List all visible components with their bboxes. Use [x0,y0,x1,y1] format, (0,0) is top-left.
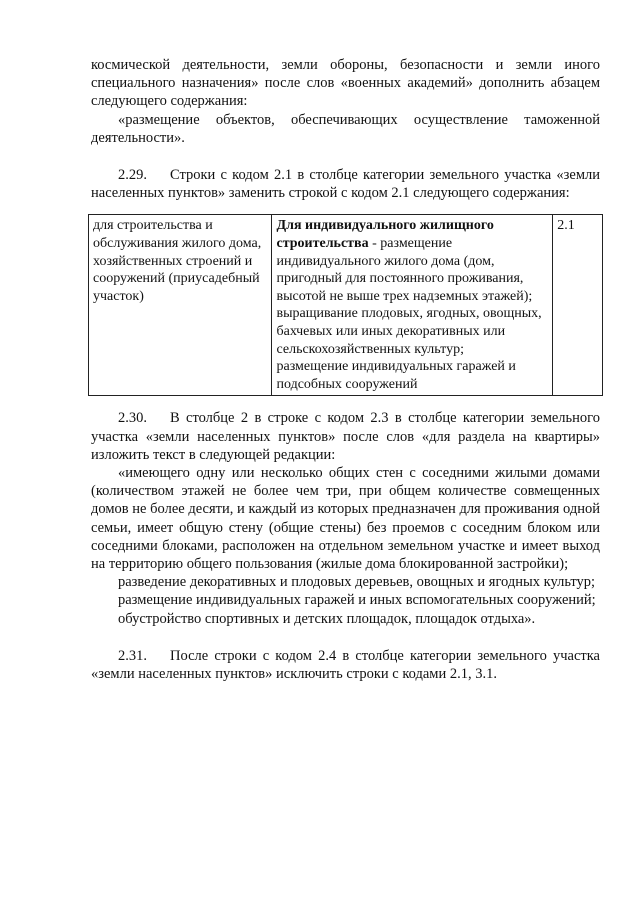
section-2-31 [91,647,600,683]
section-number: 2.29. [118,167,147,184]
table-cell-text-1: - размещение индивидуального жилого дома (дом, пригодный для постоянного проживания, высотой не выше трех надземных этажей); [276,236,533,304]
table-cell-text-3: размещение индивидуальных гаражей и подсобных сооружений [276,359,516,392]
table-cell-bold-title: Для индивидуального жилищного строительства [276,218,494,252]
section-2-29 [91,166,600,202]
table-cell-new-description [272,215,553,396]
quote-paragraph-4: обустройство спортивных и детских площадок, площадок отдыха». [118,610,536,627]
section-number: 2.30. [118,410,147,427]
table-cell-old-name: для строительства и обслуживания жилого дома, хозяйственных строений и сооружений (приусадебный участок) [89,215,272,396]
land-use-table [88,214,603,396]
section-text: После строки с кодом 2.4 в столбце категории земельного участка «земли населенных пунктов» исключить строки с кодами 2.1, 3.1. [91,647,600,682]
section-number: 2.31. [118,647,147,664]
table-cell-code: 2.1 [553,215,603,396]
intro-paragraph: космической деятельности, земли обороны, безопасности и земли иного специального назначения» после слов «военных академий» дополнить абзацем следующего содержания: [91,57,600,110]
document-body [91,56,600,683]
section-text: Строки с кодом 2.1 в столбце категории земельного участка «земли населенных пунктов» заменить строкой с кодом 2.1 следующего содержания: [91,167,600,202]
quote-paragraph-2: разведение декоративных и плодовых деревьев, овощных и ягодных культур; [118,574,596,591]
table-cell-text-2: выращивание плодовых, ягодных, овощных, бахчевых или иных декоративных или сельскохозяйственных культур; [276,306,542,357]
intro-quote: «размещение объектов, обеспечивающих осуществление таможенной деятельности». [91,111,600,146]
section-2-30 [91,409,600,464]
quote-paragraph-3: размещение индивидуальных гаражей и иных вспомогательных сооружений; [118,592,596,609]
quote-paragraph-1: «имеющего одну или несколько общих стен с соседними жилыми домами (количеством этажей не более чем три, при общем количестве совмещенных домов не более десяти, и каждый из которых предназначен для проживания одной семьи, имеет общую стену (общие стены) без проемов с соседним блоком или соседними блоками, расположен на отдельном земельном участке и имеет выход на территорию общего пользования (жилые дома блокированной застройки); [91,464,600,572]
section-text: В столбце 2 в строке с кодом 2.3 в столбце категории земельного участка «земли населенных пунктов» после слов «для раздела на квартиры» изложить текст в следующей редакции: [91,410,600,463]
table-row [89,215,603,396]
